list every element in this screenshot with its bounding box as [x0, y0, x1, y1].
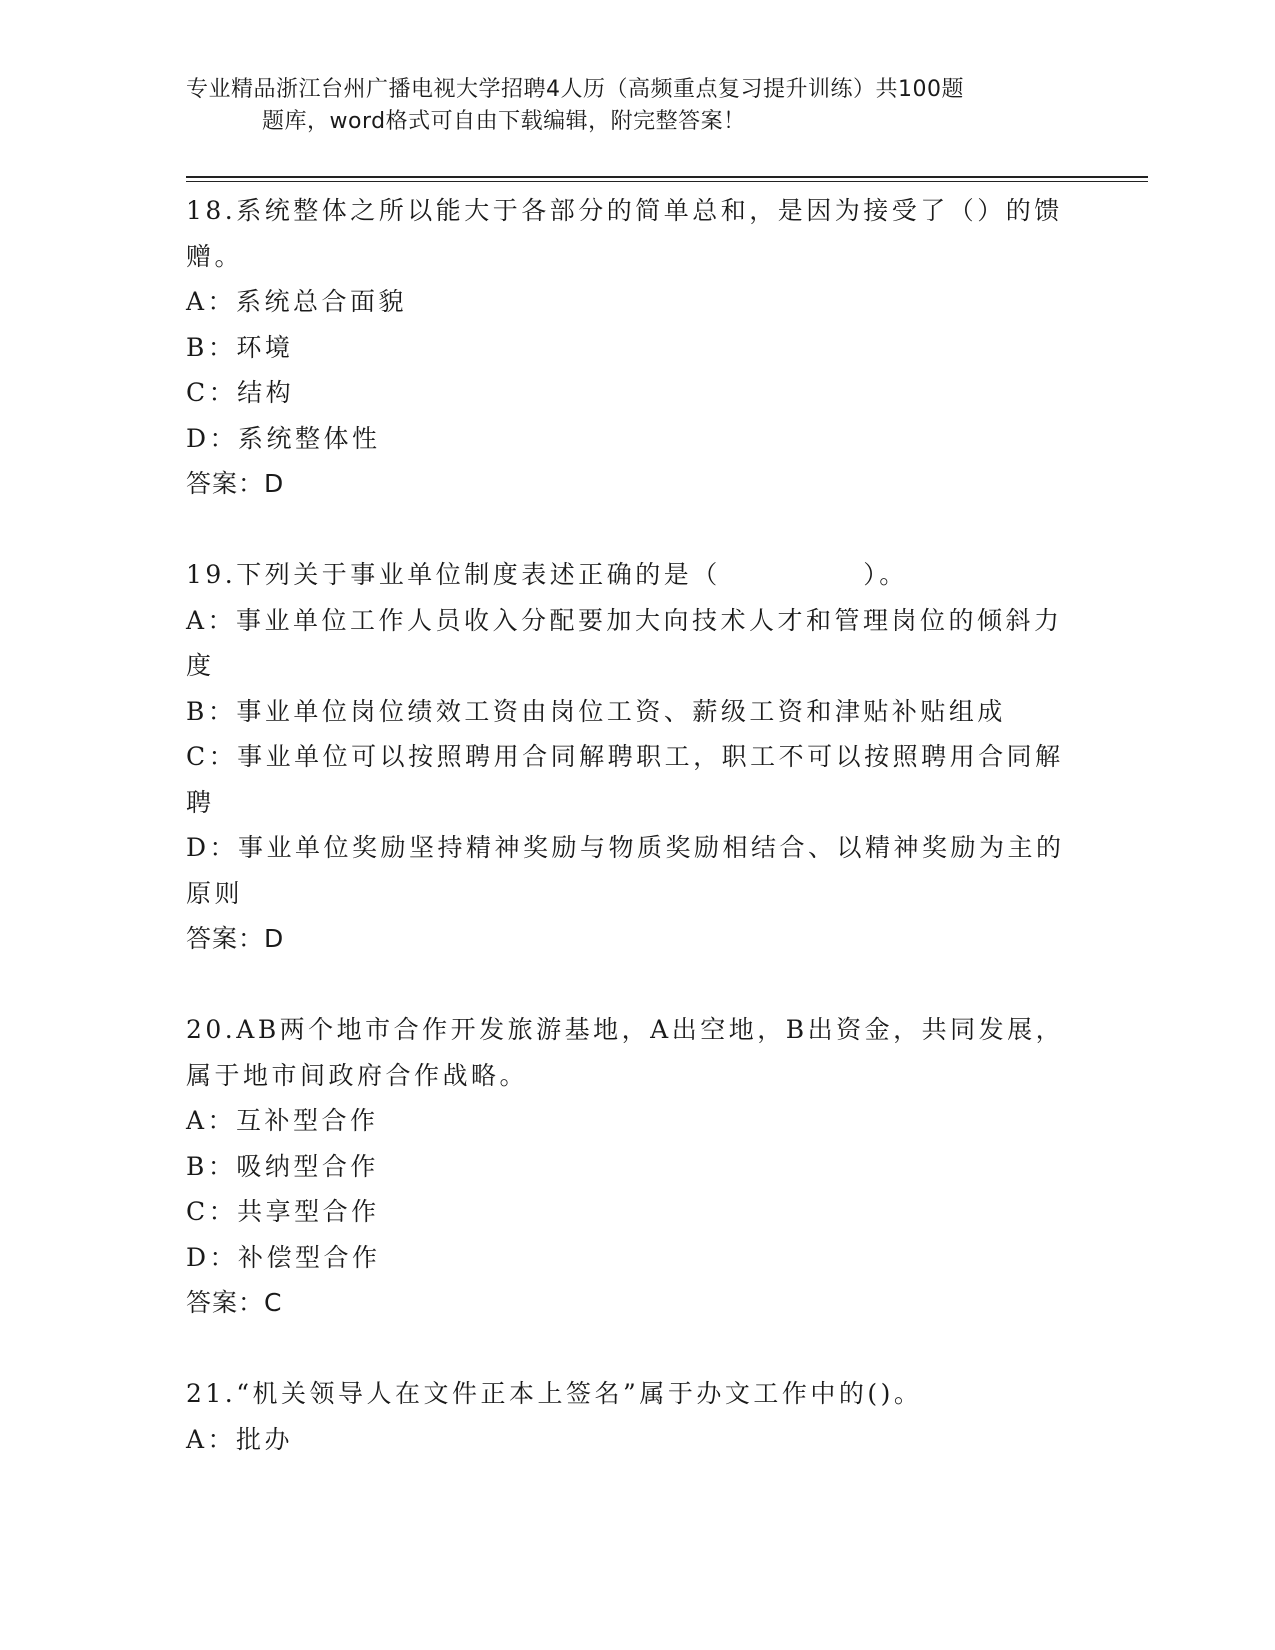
- option-d: D：系统整体性: [186, 423, 381, 453]
- option-c: C：结构: [186, 378, 295, 407]
- option-c: C：事业单位可以按照聘用合同解聘职工，职工不可以按照聘用合同解聘: [186, 742, 1064, 817]
- option-a: A：事业单位工作人员收入分配要加大向技术人才和管理岗位的倾斜力度: [186, 605, 1063, 680]
- option-b: B：吸纳型合作: [186, 1151, 379, 1181]
- answer-text: 答案：D: [186, 924, 285, 953]
- question-stem: 19.下列关于事业单位制度表述正确的是（ ）。: [186, 560, 908, 589]
- question-stem: 18.系统整体之所以能大于各部分的简单总和，是因为接受了（）的馈赠。: [186, 196, 1063, 271]
- question-stem: 21.“机关领导人在文件正本上签名”属于办文工作中的()。: [186, 1379, 923, 1408]
- question-21: [186, 1371, 1066, 1462]
- option-a: A：互补型合作: [186, 1106, 379, 1135]
- option-c: C：共享型合作: [186, 1197, 380, 1226]
- question-18: [186, 188, 1066, 507]
- option-a: A：系统总合面貌: [186, 287, 408, 316]
- option-d: D：事业单位奖励坚持精神奖励与物质奖励相结合、以精神奖励为主的原则: [186, 833, 1065, 908]
- answer-text: 答案：D: [186, 469, 285, 498]
- question-20: [186, 1007, 1066, 1326]
- question-stem: 20.AB两个地市合作开发旅游基地，A出空地，B出资金，共同发展，属于地市间政府合作战略。: [186, 1015, 1065, 1090]
- header-line-1: 专业精品浙江台州广播电视大学招聘4人历（高频重点复习提升训练）共100题: [186, 77, 964, 102]
- option-a: A：批办: [186, 1424, 294, 1454]
- document-header: [186, 74, 1086, 138]
- header-divider-thick: [186, 176, 1148, 178]
- question-19: [186, 552, 1066, 962]
- header-divider-thin: [186, 181, 1148, 182]
- option-b: B：环境: [186, 332, 294, 362]
- header-line-2: 题库，word格式可自由下载编辑，附完整答案！: [262, 109, 746, 134]
- answer-text: 答案：C: [186, 1288, 283, 1317]
- option-d: D：补偿型合作: [186, 1242, 381, 1272]
- option-b: B：事业单位岗位绩效工资由岗位工资、薪级工资和津贴补贴组成: [186, 696, 1006, 726]
- question-list: [186, 188, 1066, 1462]
